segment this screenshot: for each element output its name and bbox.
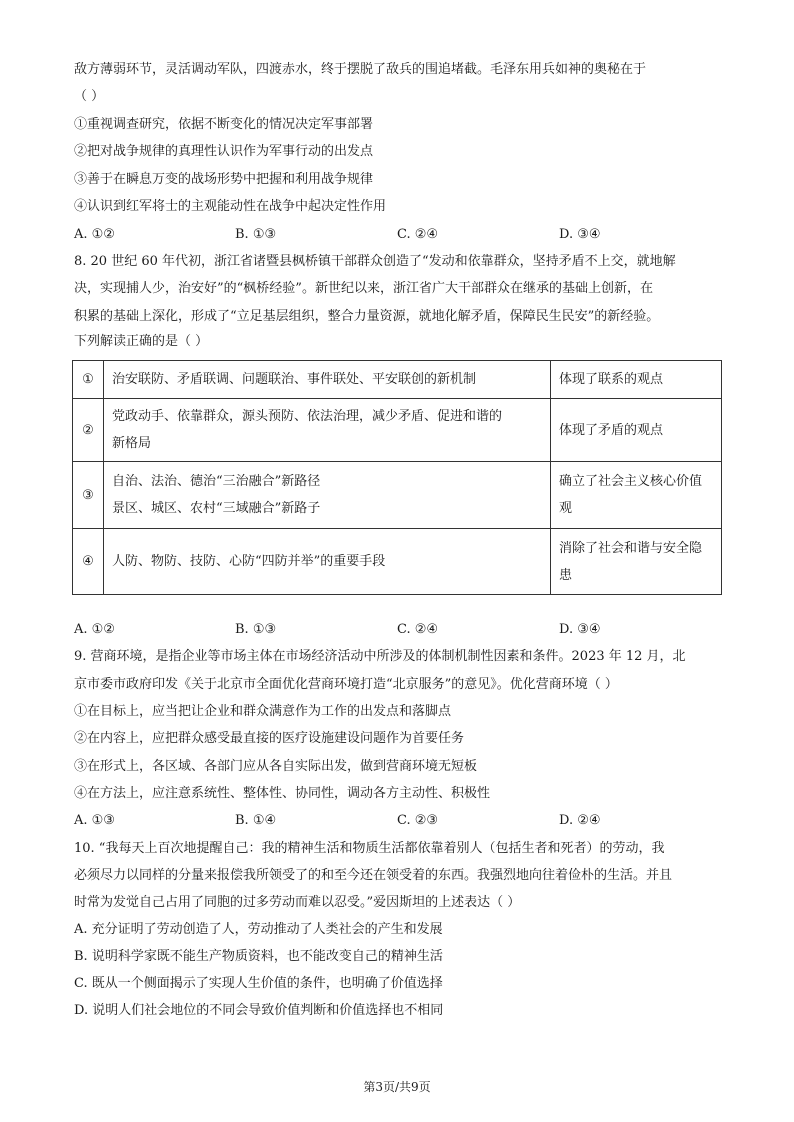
row-view-line: 观 [559,501,573,516]
row-content-line: 景区、城区、农村“三域融合”新路子 [112,501,321,516]
q9-option-d[interactable]: D. ②④ [559,813,601,828]
q9-statement-3: ③在形式上，各区域、各部门应从各自实际出发，做到营商环境无短板 [74,759,478,774]
row-view-line: 体现了矛盾的观点 [559,422,664,438]
row-content-line: 自治、法治、德治“三治融合”新路径 [112,474,321,489]
q10-choice-a[interactable]: A. 充分证明了劳动创造了人，劳动推动了人类社会的产生和发展 [74,922,443,937]
row-content [104,399,551,462]
table-row [73,361,722,399]
q9-options [74,812,734,830]
q9-option-a[interactable]: A. ①③ [74,813,115,828]
q8-stem-line-4: 下列解读正确的是（ ） [74,334,209,349]
row-content-line: 新格局 [112,436,152,451]
q9-statement-2: ②在内容上，应把群众感受最直接的医疗设施建设问题作为首要任务 [74,731,465,746]
row-content-line: 治安联防、矛盾联调、问题联治、事件联处、平安联创的新机制 [112,372,477,387]
row-content-line: 人防、物防、技防、心防“四防并举”的重要手段 [112,554,386,569]
q10-stem-line-3: 时常为发觉自己占用了同胞的过多劳动而难以忍受。”爱因斯坦的上述表达（ ） [74,895,521,910]
q8-option-a[interactable]: A. ①② [74,622,115,637]
row-content [104,529,551,595]
q7-answer-parenthesis: （ ） [74,89,105,104]
row-view-line: 确立了社会主义核心价值 [559,474,703,489]
q9-statement-1: ①在目标上，应当把让企业和群众满意作为工作的出发点和落脚点 [74,704,452,719]
q9-stem-line-2: 京市委市政府印发《关于北京市全面优化营商环境打造“北京服务”的意见》。优化营商环境（ ） [74,677,618,692]
q7-stem-continued: 敌方薄弱环节，灵活调动军队，四渡赤水，终于摆脱了敌兵的围追堵截。毛泽东用兵如神的奥秘在于 [74,62,647,77]
q7-statement-3: ③善于在瞬息万变的战场形势中把握和利用战争规律 [74,172,374,187]
q9-option-b[interactable]: B. ①④ [235,813,277,828]
row-view [551,529,722,595]
row-view [551,462,722,529]
q8-stem-line-2: 决，实现捕人少，治安好”的“枫桥经验”。新世纪以来，浙江省广大干部群众在继承的基础上创新，在 [74,281,653,296]
q8-stem-line-1: 8. 20 世纪 60 年代初，浙江省诸暨县枫桥镇干部群众创造了“发动和依靠群众，坚持矛盾不上交，就地解 [74,254,676,269]
q10-choice-b[interactable]: B. 说明科学家既不能生产物质资料，也不能改变自己的精神生活 [74,949,443,964]
q8-table [72,360,722,595]
row-view [551,399,722,462]
q10-stem-line-1: 10. “我每天上百次地提醒自己：我的精神生活和物质生活都依靠着别人（包括生者和死者）的劳动，我 [74,841,665,856]
row-view-line: 患 [559,567,573,583]
row-view-line: 消除了社会和谐与安全隐 [559,540,703,556]
row-number: ③ [73,462,104,529]
q7-statement-4: ④认识到红军将士的主观能动性在战争中起决定性作用 [74,199,387,214]
row-number: ② [73,399,104,462]
q7-options [74,226,734,244]
table-row [73,529,722,595]
q10-stem-line-2: 必须尽力以同样的分量来报偿我所领受了的和至今还在领受着的东西。我强烈地向往着俭朴的生活。并且 [74,868,673,883]
q7-option-d[interactable]: D. ③④ [559,227,601,242]
q8-stem-line-3: 积累的基础上深化，形成了“立足基层组织，整合力量资源，就地化解矛盾，保障民生民安”的新经验。 [74,309,660,324]
page-footer: 第3页/共9页 [363,1080,431,1094]
q9-stem-line-1: 9. 营商环境，是指企业等市场主体在市场经济活动中所涉及的体制机制性因素和条件。2023 年 12 月，北 [74,649,686,664]
q9-option-c[interactable]: C. ②③ [397,813,439,828]
row-number: ① [73,361,104,399]
row-view [551,361,722,399]
q7-statement-1: ①重视调查研究，依据不断变化的情况决定军事部署 [74,117,374,132]
q8-option-c[interactable]: C. ②④ [397,622,439,637]
q8-options [74,621,734,639]
q7-statement-2: ②把对战争规律的真理性认识作为军事行动的出发点 [74,144,374,159]
q8-option-d[interactable]: D. ③④ [559,622,601,637]
row-content [104,361,551,399]
q7-option-c[interactable]: C. ②④ [397,227,439,242]
table-row [73,399,722,462]
q8-option-b[interactable]: B. ①③ [235,622,277,637]
row-content [104,462,551,529]
q7-option-b[interactable]: B. ①③ [235,227,277,242]
row-content-line: 党政动手、依靠群众，源头预防、依法治理，减少矛盾、促进和谐的 [112,409,503,424]
q10-choice-d[interactable]: D. 说明人们社会地位的不同会导致价值判断和价值选择也不相同 [74,1003,444,1018]
q9-statement-4: ④在方法上，应注意系统性、整体性、协同性，调动各方主动性、积极性 [74,786,491,801]
row-view-line: 体现了联系的观点 [559,372,664,387]
table-row [73,462,722,529]
q7-option-a[interactable]: A. ①② [74,227,115,242]
q10-choice-c[interactable]: C. 既从一个侧面揭示了实现人生价值的条件，也明确了价值选择 [74,976,443,991]
row-number: ④ [73,529,104,595]
